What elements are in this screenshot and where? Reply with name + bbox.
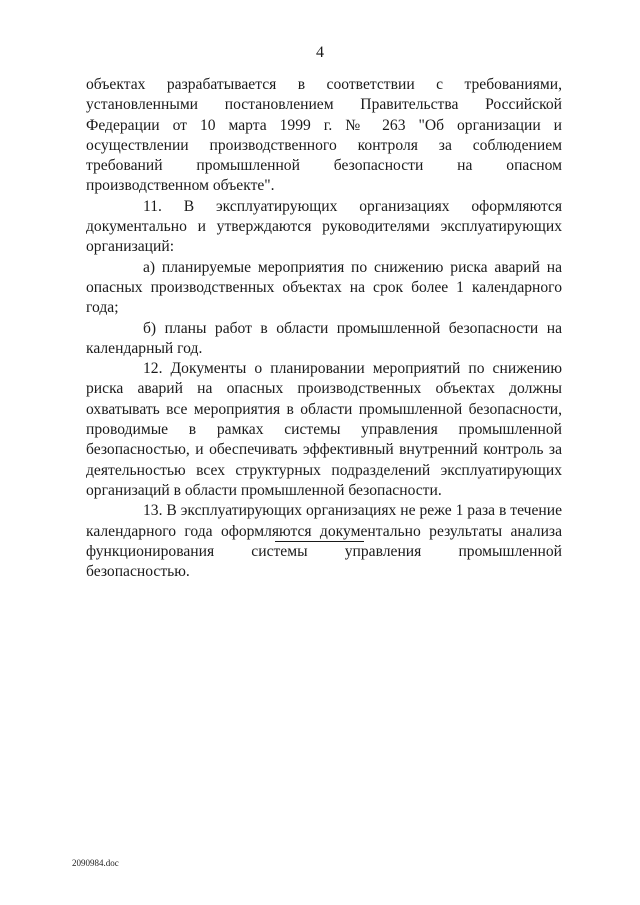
paragraph-item-12: 12. Документы о планировании мероприятий по снижению риска аварий на опасных производственных объектах должны охватывать все мероприятия в области промышленной безопасности, проводимые в рамках системы управления промышленной безопасностью, и обеспечивать эффективный внутренний контроль за деятельностью всех структурных подразделений эксплуатирующих организаций в области промышленной безопасности. xyxy=(86,360,562,499)
paragraph-item-13: 13. В эксплуатирующих организациях не реже 1 раза в течение календарного года оформляются документально результаты анализа функционирования системы управления промышленной безопасностью. xyxy=(86,502,562,581)
page-number: 4 xyxy=(316,44,324,61)
document-body xyxy=(86,75,562,582)
paragraph-subitem-b: б) планы работ в области промышленной безопасности на календарный год. xyxy=(86,319,562,357)
footer-filename: 2090984.doc xyxy=(72,858,119,868)
paragraph-item-11: 11. В эксплуатирующих организациях оформляются документально и утверждаются руководителями эксплуатирующих организаций: xyxy=(86,197,562,256)
paragraph-continuation: объектах разрабатывается в соответствии с требованиями, установленными постановлением Правительства Российской Федерации от 10 марта 1999 г. № 263 "Об организации и осуществлении производственного контроля за соблюдением требований промышленной безопасности на опасном производственном объекте". xyxy=(86,76,562,195)
paragraph-subitem-a: а) планируемые мероприятия по снижению риска аварий на опасных производственных объектах на срок более 1 календарного года; xyxy=(86,258,562,317)
end-divider xyxy=(275,541,364,542)
